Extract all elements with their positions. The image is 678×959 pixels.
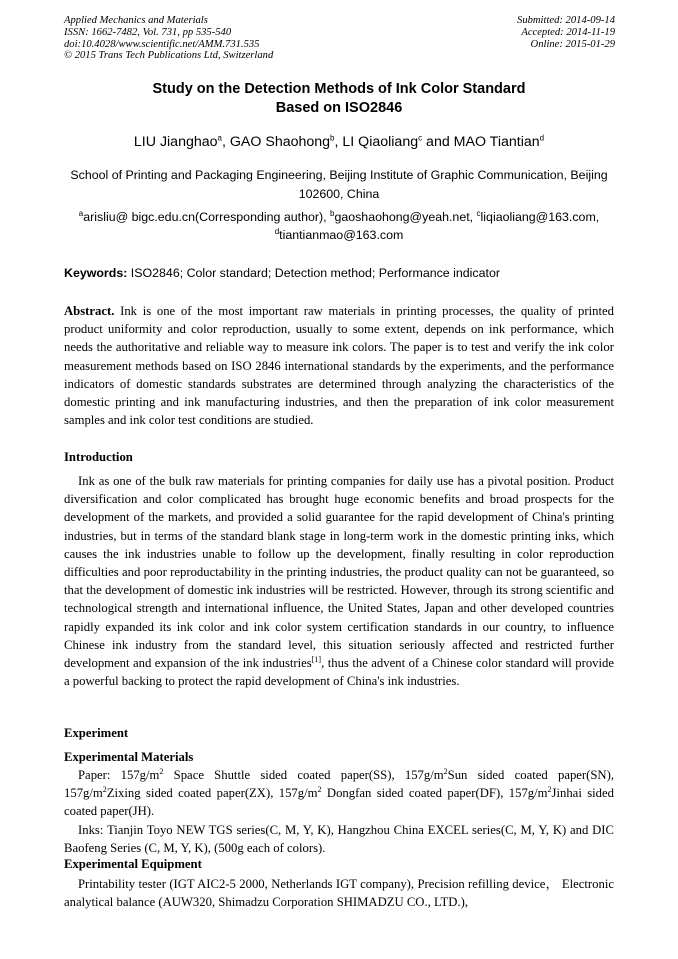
author-name: MAO Tiantian <box>453 134 540 150</box>
author-sup: b <box>330 133 335 143</box>
introduction-paragraph <box>64 472 614 690</box>
author-sup: a <box>217 133 222 143</box>
equipment-text: Printability tester (IGT AIC2-5 2000, Netherlands IGT company), Precision refilling device， Electronic analytical balance (AUW320, Shimadzu Corporation SHIMADZU CO., LTD.), <box>64 877 614 910</box>
paper-text: Dongfan sided coated paper(DF), 157g/m <box>321 786 548 801</box>
paper-text: Paper: 157g/m <box>78 768 160 782</box>
email-b: gaoshaohong@yeah.net, <box>334 210 477 224</box>
paper-text: Space Shuttle sided coated paper(SS), 157g/m <box>163 768 444 782</box>
author-sup: c <box>418 133 423 143</box>
issn-volume: ISSN: 1662-7482, Vol. 731, pp 535-540 <box>64 26 232 38</box>
dates-info <box>517 15 615 50</box>
paper-text: Jinhai sided coated paper(JH). <box>64 786 615 819</box>
author-name: LIU Jianghao <box>133 134 218 150</box>
unit-sup: 2 <box>547 784 552 794</box>
experiment-heading: Experiment <box>64 726 129 740</box>
keywords-text: ISO2846; Color standard; Detection method; Performance indicator <box>127 266 500 280</box>
author-list <box>0 134 678 150</box>
unit-sup: 2 <box>317 784 322 794</box>
copyright: © 2015 Trans Tech Publications Ltd, Switzerland <box>64 50 274 62</box>
paper-title <box>0 80 678 118</box>
abstract <box>64 302 614 429</box>
introduction-text: Ink as one of the bulk raw materials for printing companies for daily use has a pivotal position. Product diversification and color complicated has brought huge economic benefits and broad prospects for the development of the markets, and provided a solid guarantee for the rapid development of China's printing industries, but in terms of the standard blank stage in long-term work in the domestic printing inks, which causes the ink industries unable to follow up the development, finally resulting in color reproduction difficulties and poor reproductability in the printing industries, the product quality can not be guaranteed, so that the development of domestic ink industries will be restricted. However, through its strong scientific and technological strength and international influence, the United States, Japan and other developed countries rapidly expanded its ink color and ink color system certification standards in our country, to influence Chinese ink industry from the standard level, this situation seriously affected and restricted further development and expansion of the ink industries <box>64 474 614 671</box>
author-separator: , <box>334 134 343 150</box>
online-date: Online: 2015-01-29 <box>530 38 615 50</box>
paper-text: Sun sided coated paper(SN), 157g/m <box>64 768 614 801</box>
title-line-2: Based on ISO2846 <box>275 100 403 116</box>
doi: doi:10.4028/www.scientific.net/AMM.731.535 <box>64 38 260 50</box>
affiliation: School of Printing and Packaging Engineering, Beijing Institute of Graphic Communication, Beijing 102600, China <box>70 168 608 201</box>
paper-materials <box>64 766 614 821</box>
author-name: LI Qiaoliang <box>342 134 419 150</box>
title-line-1: Study on the Detection Methods of Ink Color Standard <box>152 81 526 97</box>
introduction-heading: Introduction <box>64 450 133 464</box>
email-sup: a <box>78 208 84 218</box>
unit-sup: 2 <box>443 766 448 776</box>
email-sup: c <box>476 208 481 218</box>
unit-sup: 2 <box>159 766 164 776</box>
equipment-heading: Experimental Equipment <box>64 857 202 871</box>
author-name: GAO Shaohong <box>229 134 331 150</box>
citation-ref: [1] <box>311 654 322 664</box>
abstract-label: Abstract. <box>64 304 115 318</box>
journal-name: Applied Mechanics and Materials <box>64 15 208 26</box>
email-d: tiantianmao@163.com <box>279 228 404 242</box>
keywords-label: Keywords: <box>64 266 128 280</box>
author-separator: , <box>221 134 230 150</box>
unit-sup: 2 <box>102 784 107 794</box>
submitted-date: Submitted: 2014-09-14 <box>517 15 615 26</box>
keywords <box>64 266 624 280</box>
introduction-text-end: , thus the advent of a Chinese color standard will provide a powerful backing to protect the rapid development of China's ink industries. <box>64 656 615 689</box>
email-a: arisliu@ bigc.edu.cn(Corresponding author), <box>83 210 330 224</box>
materials-heading: Experimental Materials <box>64 750 194 764</box>
author-separator: and <box>422 134 454 150</box>
email-sup: d <box>274 226 280 236</box>
email-list <box>64 208 614 244</box>
inks-materials: Inks: Tianjin Toyo NEW TGS series(C, M, Y, K), Hangzhou China EXCEL series(C, M, Y, K) and DIC Baofeng Series (C, M, Y, K), (500g each of colors). <box>64 823 614 856</box>
author-sup: d <box>539 133 545 143</box>
journal-info <box>64 15 273 62</box>
email-sup: b <box>329 208 335 218</box>
accepted-date: Accepted: 2014-11-19 <box>521 26 615 38</box>
paper-text: Zixing sided coated paper(ZX), 157g/m <box>106 786 318 801</box>
email-c: liqiaoliang@163.com, <box>480 210 600 224</box>
abstract-text: Ink is one of the most important raw materials in printing processes, the quality of printed product uniformity and color reproduction, usually to some extent, depends on ink performance, which needs the authoritative and reliable way to measure ink colors. The paper is to test and verify the ink color measurement methods based on ISO 2846 international standards by the experiments, and the performance indicators of domestic standards substrates are determined through analyzing the characteristics of the domestic printing and ink manufacturing industries, and then the preparation of ink color measurement samples and ink color test conditions are studied. <box>64 304 614 428</box>
